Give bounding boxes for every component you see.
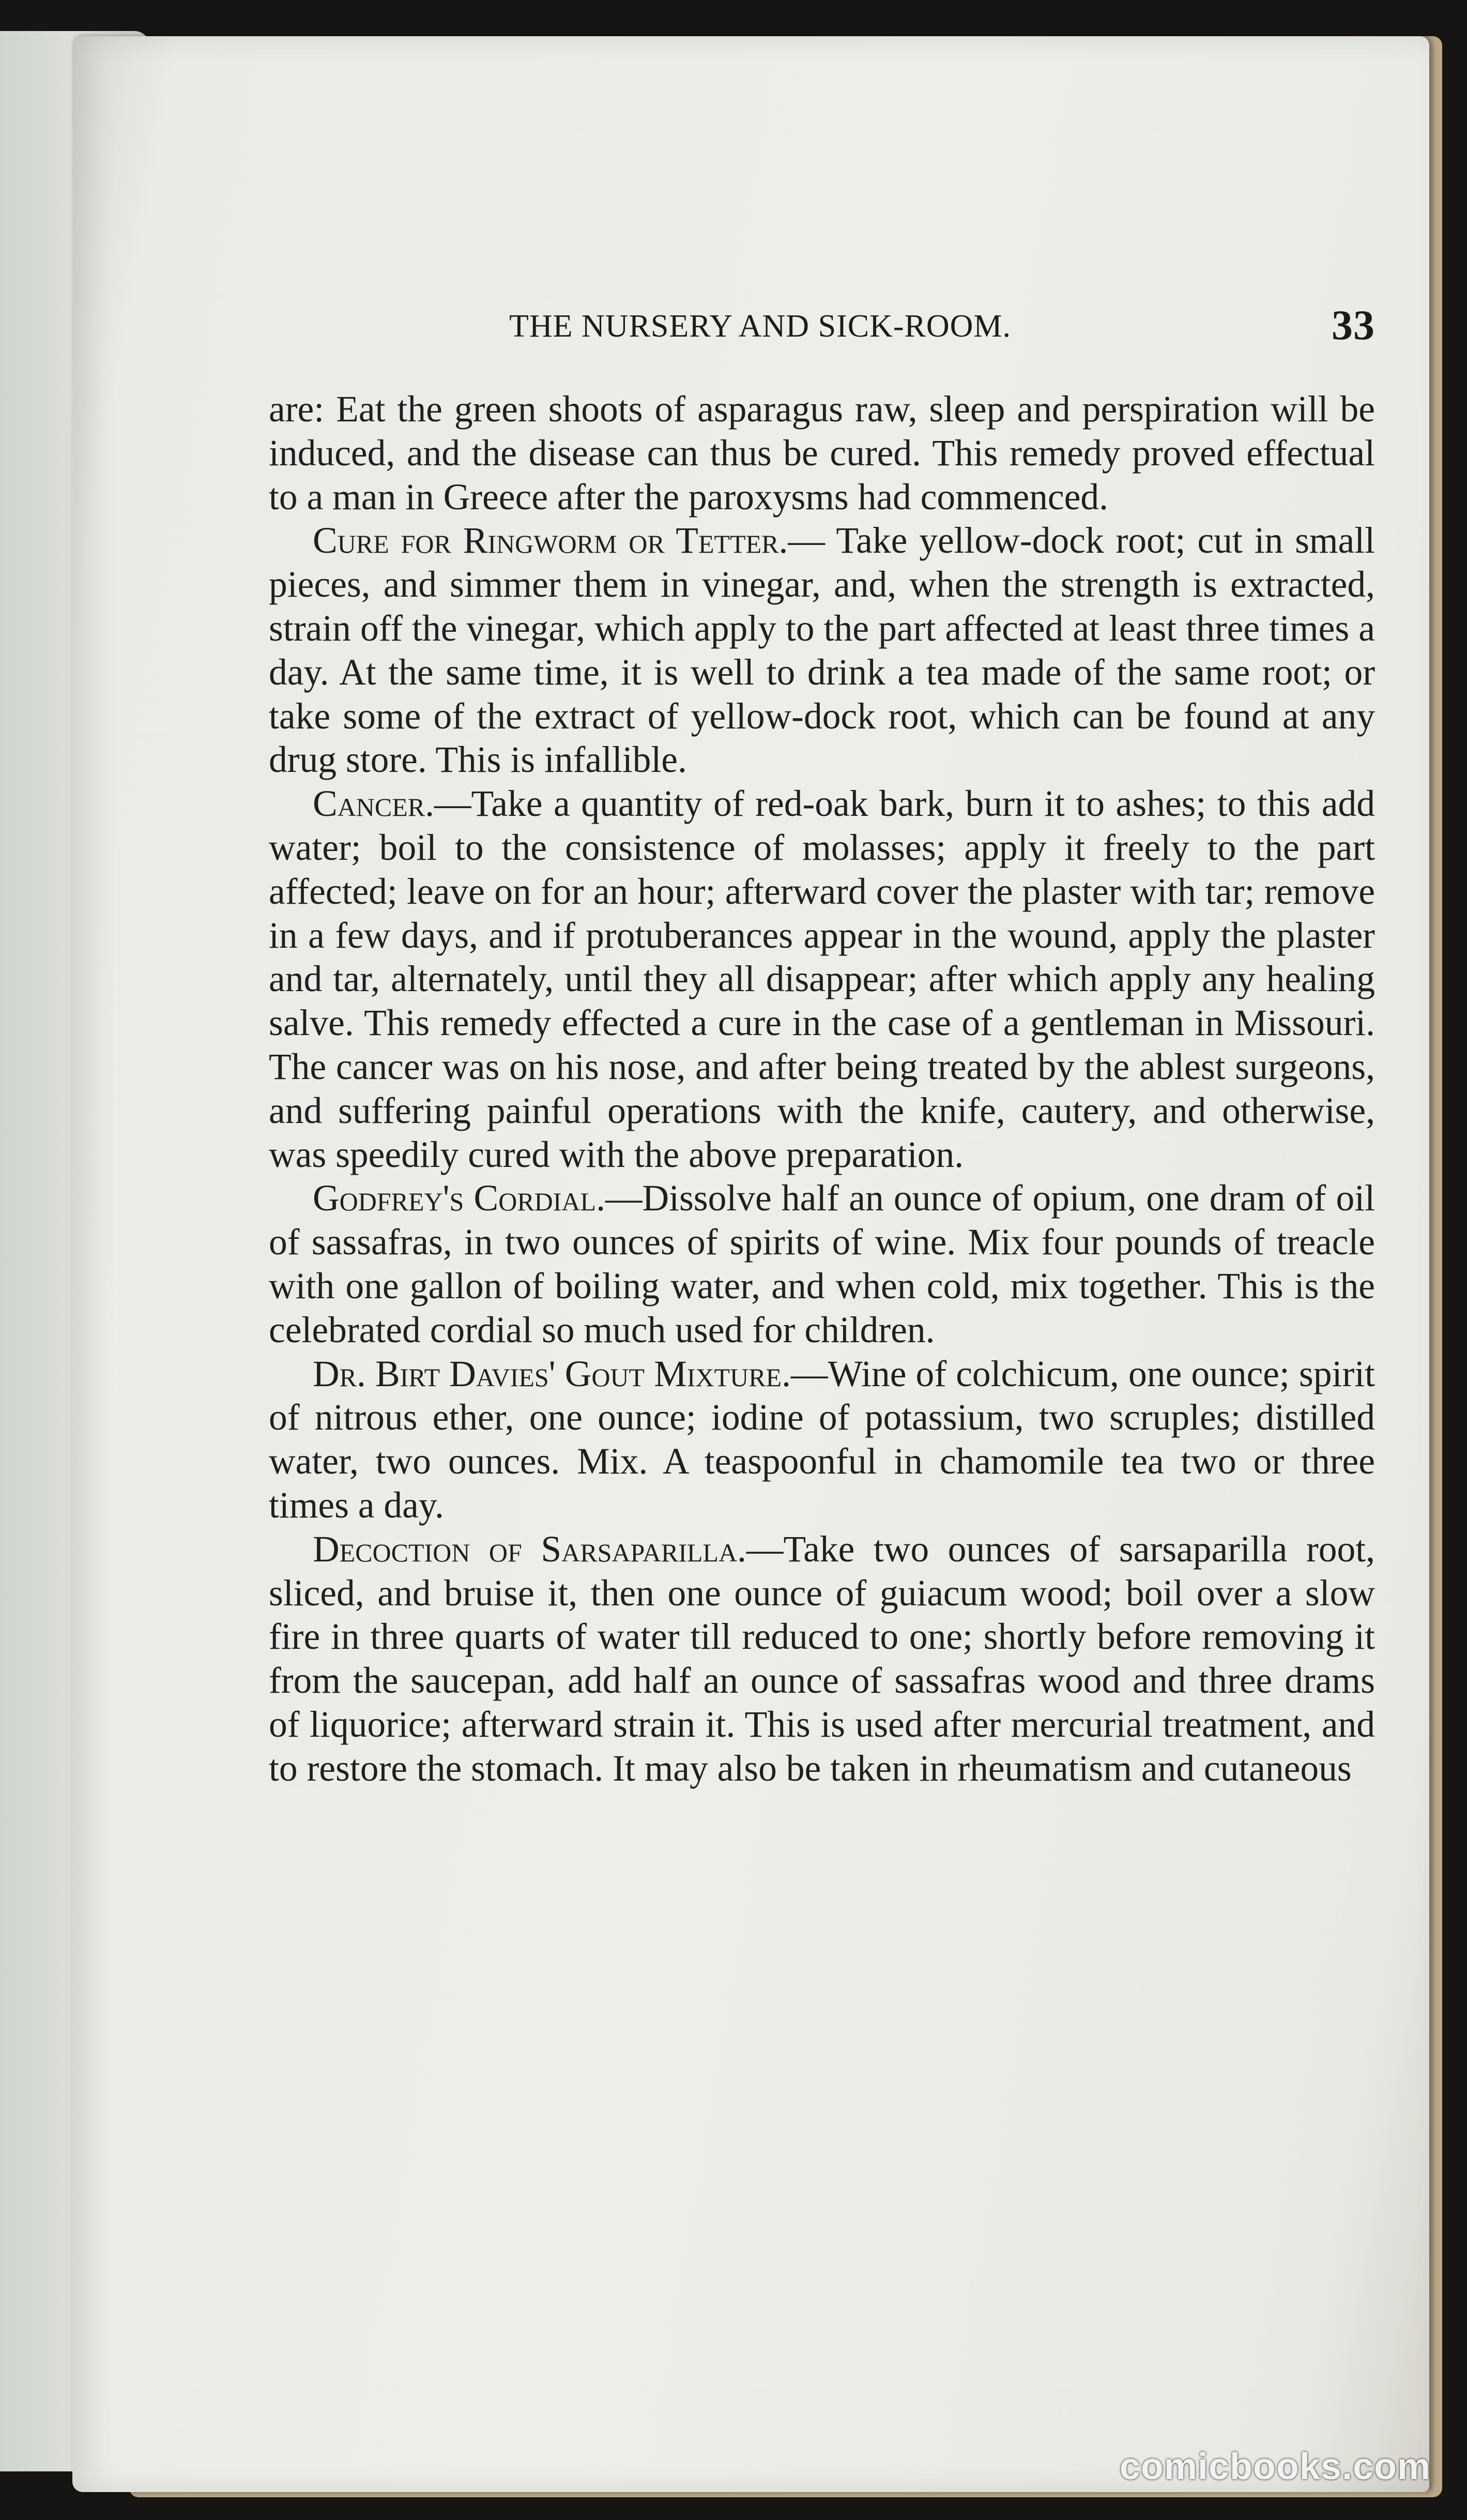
running-title: THE NURSERY AND SICK-ROOM. bbox=[509, 309, 1012, 344]
remedy-text: —Dissolve half an ounce of opium, one dram of oil of sassafras, in two ounces of spirits of wine. Mix four pounds of treacle with one gallon of boiling water, and when cold, mix together. This is the celebrated cordial so much used for children. bbox=[269, 1178, 1375, 1350]
remedy-text: — Take yellow-dock root; cut in small pieces, and simmer them in vinegar, and, when the strength is extracted, strain off the vinegar, which apply to the part affected at least three times a day. At the same time, it is well to drink a tea made of the same root; or take some of the extract of yellow-dock root, which can be found at any drug store. This is infallible. bbox=[269, 520, 1375, 781]
remedy-paragraph bbox=[269, 519, 1375, 782]
remedy-title: Decoction of Sarsaparilla. bbox=[313, 1528, 746, 1570]
running-head bbox=[509, 301, 1375, 348]
continuation-paragraph: are: Eat the green shoots of asparagus raw, sleep and perspiration will be induced, and the disease can thus be cured. This remedy proved effectual to a man in Greece after the paroxysms had commenced. bbox=[269, 389, 1375, 518]
remedy-text: —Wine of colchicum, one ounce; spirit of nitrous ether, one ounce; iodine of potassium, two scruples; distilled water, two ounces. Mix. A teaspoonful in chamomile tea two or three times a day. bbox=[269, 1353, 1375, 1526]
remedy-paragraph bbox=[269, 1528, 1375, 1791]
remedy-paragraph bbox=[269, 1353, 1375, 1528]
remedy-text: —Take two ounces of sarsaparilla root, sliced, and bruise it, then one ounce of guiacum wood; boil over a slow fire in three quarts of water till reduced to one; shortly before removing it from the saucepan, add half an ounce of sassafras wood and three drams of liquorice; afterward strain it. This is used after mercurial treatment, and to restore the stomach. It may also be taken in rheumatism and cutaneous bbox=[269, 1528, 1376, 1789]
page-number: 33 bbox=[1332, 301, 1375, 348]
remedy-paragraph bbox=[269, 1177, 1375, 1352]
remedy-title: Cure for Ringworm or Tetter. bbox=[313, 520, 788, 561]
book-page bbox=[72, 36, 1429, 2492]
remedy-text: —Take a quantity of red-oak bark, burn it to ashes; to this add water; boil to the consistence of molasses; apply it freely to the part affected; leave on for an hour; afterward cover the plaster with tar; remove in a few days, and if protuberances appear in the wound, apply the plaster and tar, alternately, until they all disappear; after which apply any healing salve. This remedy effected a cure in the case of a gentleman in Missouri. The cancer was on his nose, and after being treated by the ablest surgeons, and suffering painful operations with the knife, cautery, and otherwise, was speedily cured with the above preparation. bbox=[269, 783, 1375, 1175]
remedy-title: Cancer. bbox=[313, 783, 435, 825]
remedy-title: Godfrey's Cordial. bbox=[313, 1178, 605, 1219]
remedy-paragraph bbox=[269, 782, 1375, 1177]
remedy-title: Dr. Birt Davies' Gout Mixture. bbox=[313, 1353, 791, 1394]
body-text bbox=[269, 388, 1375, 1791]
site-watermark: comicbooks.com bbox=[1119, 2446, 1431, 2487]
